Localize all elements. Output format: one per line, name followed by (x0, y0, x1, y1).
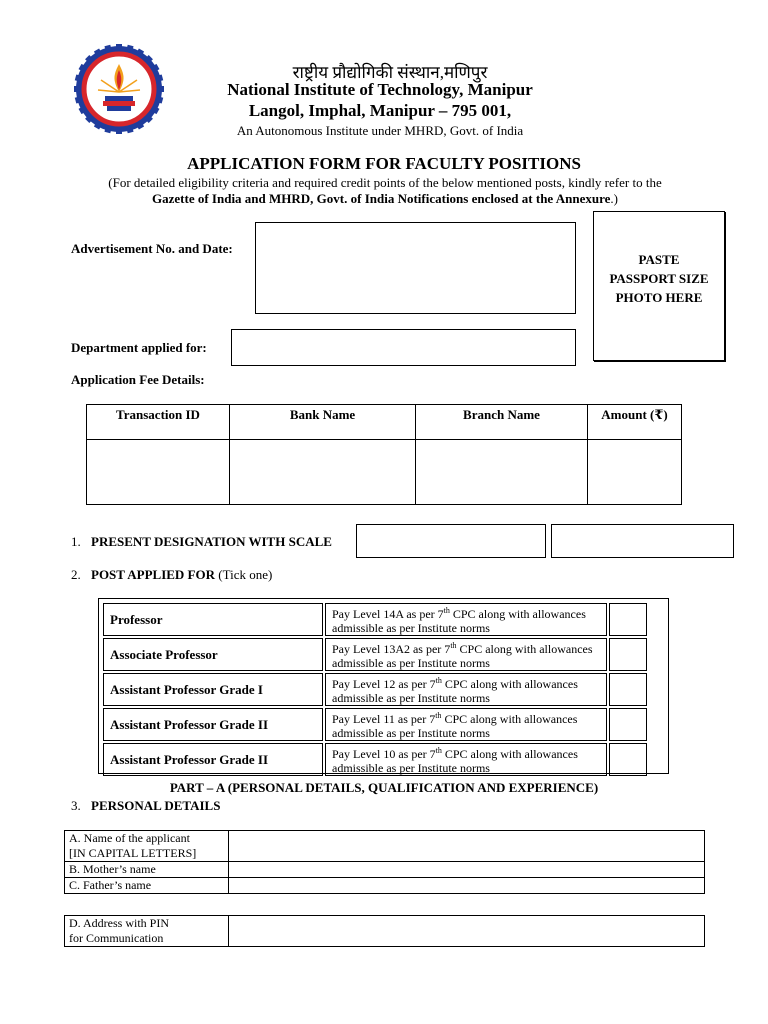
photo-box-line1: PASTE (638, 252, 680, 267)
institute-logo (74, 44, 164, 134)
post-pay-level: Pay Level 11 as per 7th CPC along with allowances admissible as per Institute norms (325, 708, 607, 741)
post-row (103, 743, 647, 776)
father-name-field[interactable] (229, 878, 705, 894)
post-title: Assistant Professor Grade II (103, 708, 323, 741)
post-tick-box[interactable] (609, 603, 647, 636)
eligibility-note-line2: Gazette of India and MHRD, Govt. of India Notifications enclosed at the Annexure.) (152, 191, 618, 206)
fee-header-bank-name: Bank Name (230, 405, 416, 440)
fee-transaction-id-field[interactable] (87, 440, 230, 505)
personal-details-table (64, 830, 705, 894)
department-label: Department applied for: (71, 340, 207, 355)
institute-hindi-name: राष्ट्रीय प्रौद्योगिकी संस्थान,मणिपुर (292, 63, 488, 82)
address-field[interactable] (229, 916, 705, 947)
post-row (103, 673, 647, 706)
fee-amount-field[interactable] (588, 440, 682, 505)
logo-emblem-icon (74, 44, 164, 134)
advertisement-label: Advertisement No. and Date: (71, 241, 233, 256)
post-title: Assistant Professor Grade I (103, 673, 323, 706)
post-row (103, 603, 647, 636)
post-pay-level: Pay Level 13A2 as per 7th CPC along with allowances admissible as per Institute norms (325, 638, 607, 671)
mother-name-label: B. Mother’s name (65, 862, 229, 878)
department-field[interactable] (231, 329, 576, 366)
post-pay-level: Pay Level 12 as per 7th CPC along with allowances admissible as per Institute norms (325, 673, 607, 706)
section-3-heading: 3. PERSONAL DETAILS (71, 798, 221, 813)
section-3-label: PERSONAL DETAILS (91, 798, 221, 813)
fee-details-label: Application Fee Details: (71, 372, 205, 387)
fee-branch-name-field[interactable] (416, 440, 588, 505)
post-tick-box[interactable] (609, 638, 647, 671)
institute-address: Langol, Imphal, Manipur – 795 001, (248, 101, 512, 120)
post-pay-level: Pay Level 14A as per 7th CPC along with allowances admissible as per Institute norms (325, 603, 607, 636)
institute-name: National Institute of Technology, Manipur (227, 80, 533, 99)
post-tick-box[interactable] (609, 708, 647, 741)
scale-field[interactable] (551, 524, 734, 558)
post-row (103, 638, 647, 671)
section-1-label: PRESENT DESIGNATION WITH SCALE (91, 534, 332, 549)
fee-table (86, 404, 682, 505)
form-title: APPLICATION FORM FOR FACULTY POSITIONS (187, 154, 581, 173)
post-title: Associate Professor (103, 638, 323, 671)
fee-header-transaction-id: Transaction ID (87, 405, 230, 440)
post-tick-box[interactable] (609, 743, 647, 776)
applicant-name-label: A. Name of the applicant [IN CAPITAL LETTERS] (65, 831, 229, 862)
fee-header-amount: Amount (₹) (588, 405, 682, 440)
section-2-label: POST APPLIED FOR (91, 567, 216, 582)
post-row (103, 708, 647, 741)
address-label: D. Address with PIN for Communication (65, 916, 229, 947)
eligibility-note-line1: (For detailed eligibility criteria and required credit points of the below mentioned posts, kindly refer to the (108, 175, 662, 190)
post-pay-level: Pay Level 10 as per 7th CPC along with allowances admissible as per Institute norms (325, 743, 607, 776)
post-title: Professor (103, 603, 323, 636)
autonomous-line: An Autonomous Institute under MHRD, Govt. of India (236, 123, 524, 138)
post-title: Assistant Professor Grade II (103, 743, 323, 776)
post-tick-box[interactable] (609, 673, 647, 706)
passport-photo-box[interactable] (593, 211, 725, 361)
annexure-reference: Gazette of India and MHRD, Govt. of India Notifications enclosed at the Annexure (152, 191, 611, 206)
section-1-heading: 1. PRESENT DESIGNATION WITH SCALE (71, 534, 332, 549)
part-a-heading: PART – A (PERSONAL DETAILS, QUALIFICATION AND EXPERIENCE) (169, 780, 599, 795)
photo-box-line2: PASSPORT SIZE (609, 271, 709, 286)
photo-box-line3: PHOTO HERE (615, 290, 703, 305)
section-2-hint: (Tick one) (215, 567, 273, 582)
post-table (98, 598, 669, 774)
mother-name-field[interactable] (229, 862, 705, 878)
father-name-label: C. Father’s name (65, 878, 229, 894)
designation-field[interactable] (356, 524, 546, 558)
advertisement-field[interactable] (255, 222, 576, 314)
fee-bank-name-field[interactable] (230, 440, 416, 505)
applicant-name-field[interactable] (229, 831, 705, 862)
section-2-heading: 2. POST APPLIED FOR (Tick one) (71, 567, 273, 582)
address-table (64, 915, 705, 947)
fee-header-branch-name: Branch Name (416, 405, 588, 440)
